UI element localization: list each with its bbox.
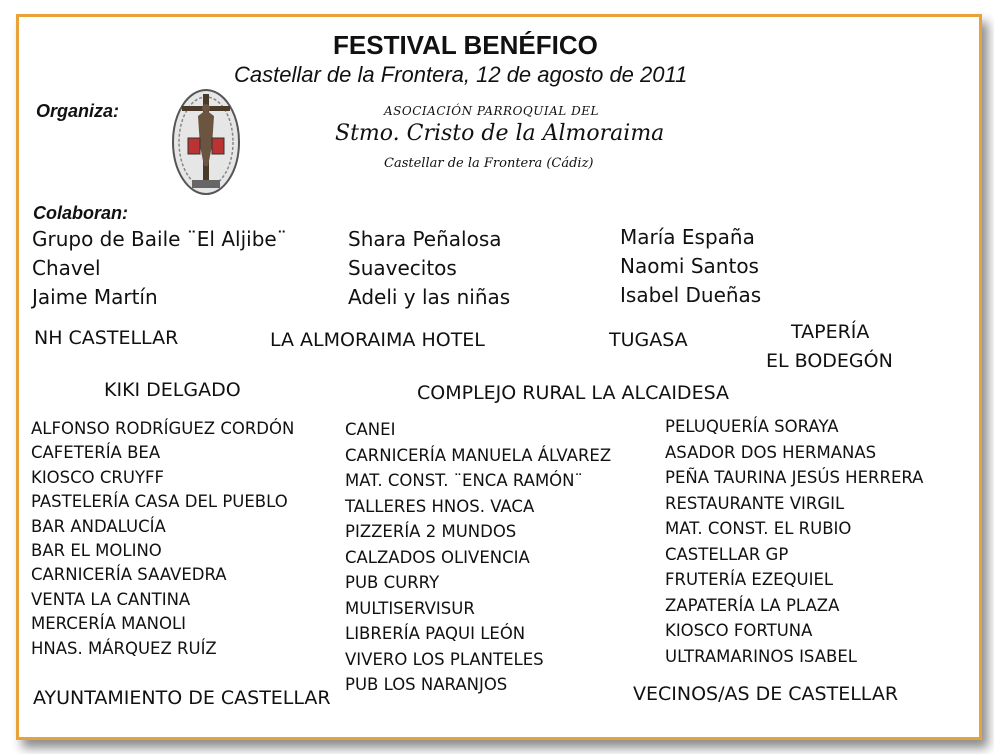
collaborators-column-1 [32, 225, 287, 312]
list-item: CARNICERÍA MANUELA ÁLVAREZ [345, 445, 612, 465]
sponsor-complejo-rural: COMPLEJO RURAL LA ALCAIDESA [417, 382, 729, 404]
sponsor-bodegon: EL BODEGÓN [766, 350, 893, 372]
list-item: Suavecitos [348, 256, 457, 280]
businesses-column-1 [31, 417, 294, 661]
sponsor-tugasa: TUGASA [609, 329, 688, 351]
list-item: CALZADOS OLIVENCIA [345, 547, 530, 567]
list-item: PUB CURRY [345, 573, 440, 592]
list-item: BAR ANDALUCÍA [31, 516, 166, 536]
sponsor-almoraima-hotel: LA ALMORAIMA HOTEL [270, 329, 485, 351]
list-item: Naomi Santos [620, 254, 759, 278]
crucifix-emblem-icon [170, 86, 242, 198]
businesses-column-2 [345, 417, 611, 698]
list-item: MERCERÍA MANOLI [31, 614, 187, 634]
list-item: MAT. CONST. ¨ENCA RAMÓN¨ [345, 471, 583, 490]
list-item: FRUTERÍA EZEQUIEL [665, 570, 834, 589]
list-item: Isabel Dueñas [620, 283, 762, 307]
poster-title: FESTIVAL BENÉFICO [333, 30, 598, 60]
association-location: Castellar de la Frontera (Cádiz) [384, 156, 594, 171]
sponsor-nh-castellar: NH CASTELLAR [34, 327, 179, 349]
list-item: Jaime Martín [32, 285, 158, 309]
list-item: CARNICERÍA SAAVEDRA [31, 565, 227, 585]
list-item: ZAPATERÍA LA PLAZA [665, 595, 840, 615]
association-name: Stmo. Cristo de la Almoraima [335, 121, 665, 146]
sponsor-taperia: TAPERÍA [791, 321, 870, 343]
list-item: BAR EL MOLINO [31, 541, 162, 561]
list-item: PIZZERÍA 2 MUNDOS [345, 522, 517, 541]
list-item: CASTELLAR GP [665, 544, 789, 564]
collaborators-column-3 [620, 223, 761, 310]
sponsor-kiki-delgado: KIKI DELGADO [104, 379, 241, 401]
list-item: VIVERO LOS PLANTELES [345, 649, 544, 669]
list-item: MULTISERVISUR [345, 598, 475, 618]
list-item: ALFONSO RODRÍGUEZ CORDÓN [31, 419, 295, 438]
poster-subtitle: Castellar de la Frontera, 12 de agosto de 2011 [234, 62, 688, 87]
list-item: TALLERES HNOS. VACA [345, 496, 535, 516]
footer-vecinos: VECINOS/AS DE CASTELLAR [633, 683, 899, 705]
list-item: PUB LOS NARANJOS [345, 675, 508, 694]
list-item: ASADOR DOS HERMANAS [665, 442, 877, 462]
list-item: PEÑA TAURINA JESÚS HERRERA [665, 468, 924, 487]
list-item: María España [620, 225, 755, 249]
list-item: Grupo de Baile ¨El Aljibe¨ [32, 227, 287, 251]
list-item: Adeli y las niñas [348, 285, 511, 309]
list-item: KIOSCO CRUYFF [31, 467, 165, 487]
list-item: LIBRERÍA PAQUI LEÓN [345, 624, 526, 643]
collaborators-column-2 [348, 225, 510, 312]
list-item: CAFETERÍA BEA [31, 443, 161, 463]
list-item: ULTRAMARINOS ISABEL [665, 646, 857, 666]
list-item: VENTA LA CANTINA [31, 589, 191, 609]
list-item: Chavel [32, 256, 101, 280]
list-item: HNAS. MÁRQUEZ RUÍZ [31, 638, 217, 658]
list-item: RESTAURANTE VIRGIL [665, 493, 845, 513]
list-item: PASTELERÍA CASA DEL PUEBLO [31, 492, 288, 512]
footer-ayuntamiento: AYUNTAMIENTO DE CASTELLAR [33, 687, 331, 709]
list-item: KIOSCO FORTUNA [665, 621, 813, 640]
organiza-label: Organiza: [36, 101, 120, 121]
list-item: MAT. CONST. EL RUBIO [665, 519, 852, 538]
list-item: Shara Peñalosa [348, 227, 502, 251]
association-line1: ASOCIACIÓN PARROQUIAL DEL [384, 104, 599, 118]
colaboran-label: Colaboran: [33, 203, 129, 223]
businesses-column-3 [665, 414, 923, 669]
list-item: PELUQUERÍA SORAYA [665, 417, 839, 436]
list-item: CANEI [345, 420, 396, 439]
